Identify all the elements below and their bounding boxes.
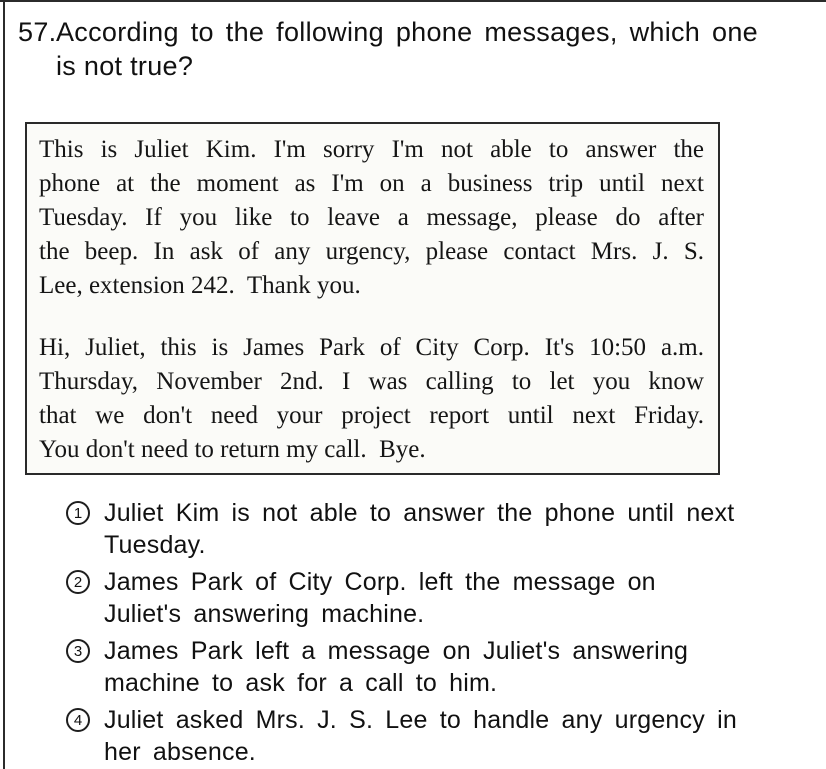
- option-line: her absence.: [104, 738, 256, 766]
- message-line: Thursday, November 2nd. I was calling to let you know: [39, 368, 704, 395]
- option-4-circled-number: 4: [66, 708, 90, 732]
- option-line: machine to ask for a call to him.: [104, 669, 498, 697]
- message-line: This is Juliet Kim. I'm sorry I'm not able to answer the: [39, 136, 704, 163]
- paragraph-gap: [39, 303, 704, 331]
- option-3-text: [104, 635, 812, 699]
- question-line-2: is not true?: [56, 51, 194, 81]
- option-3-circled-number: 3: [66, 639, 90, 663]
- option-1-circled-number: 1: [66, 501, 90, 525]
- option-line: Tuesday.: [104, 531, 206, 559]
- option-line: Juliet's answering machine.: [104, 600, 425, 628]
- option-line: Juliet asked Mrs. J. S. Lee to handle any urgency in: [104, 706, 737, 734]
- message-line: Tuesday. If you like to leave a message, please do after: [39, 204, 704, 231]
- message-line: You don't need to return my call. Bye.: [39, 436, 426, 463]
- question-number: 57.: [18, 17, 57, 47]
- option-line: Juliet Kim is not able to answer the phone until next: [104, 499, 735, 527]
- option-2-text: [104, 566, 812, 630]
- phone-message-box: [25, 122, 720, 475]
- option-1-text: [104, 497, 812, 561]
- option-1: [66, 497, 812, 561]
- message-paragraph-2: [39, 331, 704, 467]
- option-line: James Park of City Corp. left the message on: [104, 568, 656, 596]
- message-line: Hi, Juliet, this is James Park of City Corp. It's 10:50 a.m.: [39, 334, 704, 361]
- message-line: the beep. In ask of any urgency, please contact Mrs. J. S.: [39, 238, 704, 265]
- option-2-circled-number: 2: [66, 570, 90, 594]
- message-paragraph-1: [39, 133, 704, 303]
- message-line: phone at the moment as I'm on a business trip until next: [39, 170, 704, 197]
- question-line-1: According to the following phone messages, which one: [56, 17, 758, 47]
- option-line: James Park left a message on Juliet's answering: [104, 637, 689, 665]
- page-left-border: [3, 0, 5, 769]
- option-3: [66, 635, 812, 699]
- page-top-border: [0, 0, 826, 2]
- option-4-text: [104, 704, 812, 768]
- message-line: that we don't need your project report until next Friday.: [39, 402, 704, 429]
- question-block: [0, 0, 826, 83]
- question-text: [56, 15, 758, 83]
- option-4: [66, 704, 812, 768]
- option-2: [66, 566, 812, 630]
- answer-options: [66, 497, 812, 768]
- message-line: Lee, extension 242. Thank you.: [39, 272, 361, 299]
